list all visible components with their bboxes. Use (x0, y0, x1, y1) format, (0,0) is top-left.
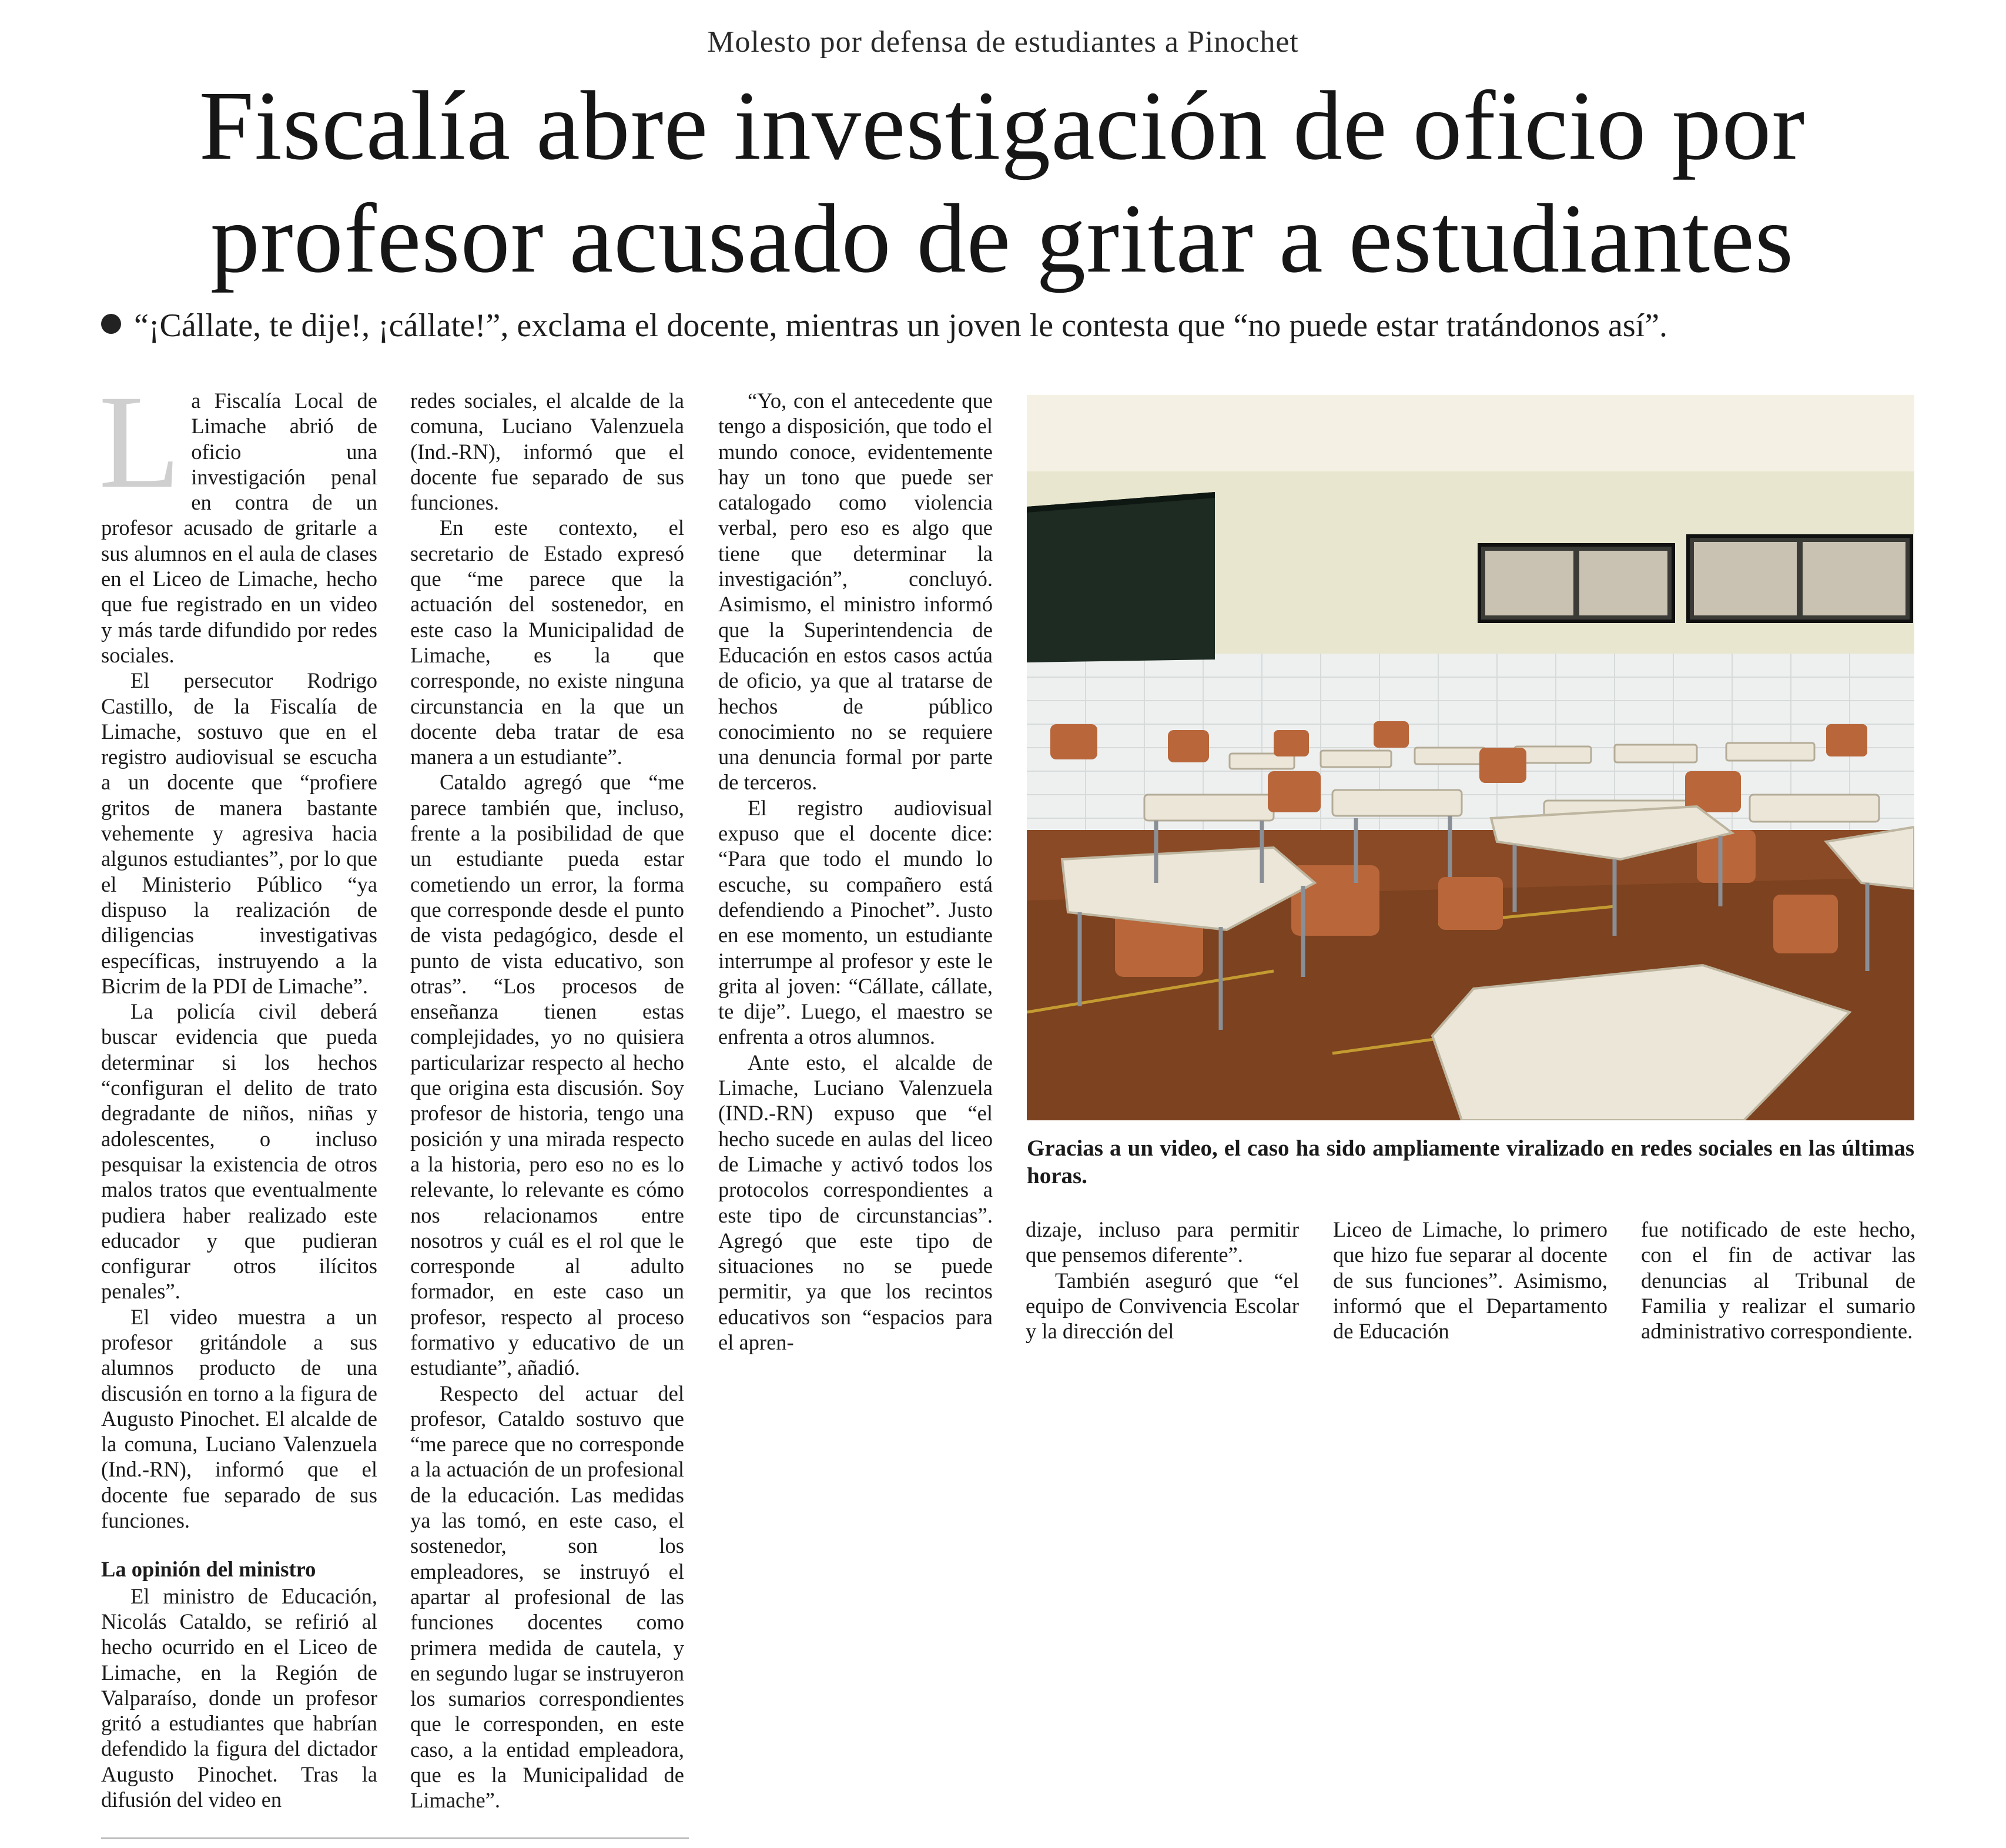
photo-caption: Gracias a un video, el caso ha sido ampliamente viralizado en redes sociales en las últimas horas. (1027, 1136, 1914, 1189)
article-paragraph: El registro audiovisual expuso que el docente dice: “Para que todo el mundo lo escuche, su compañero está defendiendo a Pinochet”. Justo en ese momento, un estudiante interrumpe al profesor y este le grita al joven: “Cállate, cállate, te dije”. Luego, el maestro se enfrenta a otros alumnos. (718, 795, 993, 1049)
article-paragraph: También aseguró que “el equipo de Convivencia Escolar y la dirección del (1026, 1268, 1299, 1344)
headline (82, 69, 1922, 295)
article-paragraph: La policía civil deberá buscar evidencia que pueda determinar si los hechos “configuran el delito de trato degradante de niños, niñas y adolescentes, o incluso pesquisar la existencia de otros malos tratos que eventualmente pudiera haber realizado este educador y que pudieran configurar otros ilícitos penales”. (101, 999, 377, 1304)
article-paragraph: dizaje, incluso para permitir que pensemos diferente”. (1026, 1217, 1299, 1267)
article-column-1 (99, 368, 377, 1812)
deck (101, 304, 1953, 347)
article-paragraph: Liceo de Limache, lo primero que hizo fue separar al docente de sus funciones”. Asimismo, informó que el Departamento de Educación (1333, 1217, 1608, 1344)
article-paragraph: El persecutor Rodrigo Castillo, de la Fiscalía de Limache, sostuvo que en el registro audiovisual se escucha a un docente que “profiere gritos de manera bastante vehemente y agresiva hacia algunos estudiantes”, por lo que el Ministerio Público “ya dispuso la realización de diligencias investigativas específicas, instruyendo a la Bicrim de la PDI de Limache”. (101, 668, 377, 998)
article-paragraph: El video muestra a un profesor gritándole a sus alumnos producto de una discusión en torno a la figura de Augusto Pinochet. El alcalde de la comuna, Luciano Valenzuela (Ind.-RN), informó que el docente fue separado de sus funciones. (101, 1304, 377, 1533)
headline-line-1: Fiscalía abre investigación de oficio por (199, 71, 1806, 180)
article-paragraph: Cataldo agregó que “me parece también que, incluso, frente a la posibilidad de que un estudiante pueda estar cometiendo un error, la forma que corresponde desde el punto de vista pedagógico, desde el punto de vista educativo, son otras”. “Los procesos de enseñanza tienen estas complejidades, yo no quisiera particularizar respecto al hecho que origina esta discusión. Soy profesor de historia, tengo una posición y una mirada respecto a la historia, pero eso no es lo relevante, lo relevante es cómo nos relacionamos entre nosotros y cuál es el rol que le corresponde al adulto formador, en este caso un profesor, respecto al proceso formativo y educativo de un estudiante”, añadió. (410, 770, 684, 1380)
bullet-icon (101, 314, 121, 334)
deck-text: “¡Cállate, te dije!, ¡cállate!”, exclama el docente, mientras un joven le contesta que “no puede estar tratándonos así”. (134, 307, 1668, 344)
article-paragraph: “Yo, con el antecedente que tengo a disposición, que todo el mundo conoce, evidentemente hay un tono que puede ser catalogado como violencia verbal, pero eso es algo que tiene que determinar la investigación”, concluyó. Asimismo, el ministro informó que la Superintendencia de Educación en estos casos actúa de oficio, ya que al tratarse de hechos de público conocimiento no se requiere una denuncia formal por parte de terceros. (718, 389, 993, 795)
article-column-5 (1333, 1217, 1608, 1344)
classroom-photo (1027, 395, 1914, 1120)
article-paragraph: La Fiscalía Local de Limache abrió de oficio una investigación penal en contra de un profesor acusado de gritarle a sus alumnos en el aula de clases en el Liceo de Limache, hecho que fue registrado en un video y más tarde difundido por redes sociales. (99, 368, 377, 667)
article-paragraph: fue notificado de este hecho, con el fin de activar las denuncias al Tribunal de Familia y realizar el sumario administrativo correspondiente. (1641, 1217, 1915, 1344)
bottom-rule (101, 1837, 689, 1839)
article-paragraph: Respecto del actuar del profesor, Cataldo sostuvo que “me parece que no corresponde a la actuación de un profesional de la educación. Las medidas ya las tomó, en este caso, el sostenedor, son los empleadores, se instruyó el apartar al profesional de las funciones docentes como primera medida de cautela, y en segundo lugar se instruyeron los sumarios correspondientes que le corresponden, en este caso, a la entidad empleadora, que es la Municipalidad de Limache”. (410, 1381, 684, 1813)
subheading: La opinión del ministro (101, 1557, 316, 1582)
article-paragraph: redes sociales, el alcalde de la comuna, Luciano Valenzuela (Ind.-RN), informó que el docente fue separado de sus funciones. (410, 389, 684, 515)
article-column-3 (718, 388, 993, 1355)
kicker: Molesto por defensa de estudiantes a Pinochet (707, 25, 1299, 59)
article-column-6 (1641, 1217, 1915, 1344)
article-paragraph: Ante esto, el alcalde de Limache, Luciano Valenzuela (IND.-RN) expuso que “el hecho sucede en aulas del liceo de Limache y activó todos los protocolos correspondientes a este tipo de circunstancias”. Agregó que este tipo de situaciones no se puede permitir, ya que los recintos educativos son “espacios para el apren- (718, 1050, 993, 1354)
article-column-2 (410, 388, 684, 1813)
drop-cap: L (99, 368, 181, 516)
article-paragraph: El ministro de Educación, Nicolás Cataldo, se refirió al hecho ocurrido en el Liceo de Limache, en la Región de Valparaíso, donde un profesor gritó a estudiantes que habrían defendido la figura del dictador Augusto Pinochet. Tras la difusión del video en (101, 1583, 377, 1812)
article-column-4 (1026, 1217, 1299, 1344)
headline-line-2: profesor acusado de gritar a estudiantes (210, 184, 1794, 293)
article-paragraph: En este contexto, el secretario de Estado expresó que “me parece que la actuación del sostenedor, en este caso la Municipalidad de Limache, es la que corresponde, no existe ninguna circunstancia en la que un docente deba tratar de esa manera a un estudiante”. (410, 515, 684, 769)
